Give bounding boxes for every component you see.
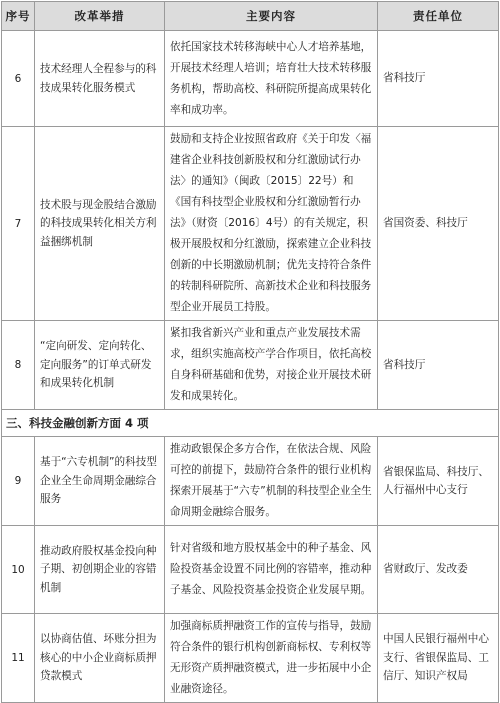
section-row — [2, 410, 499, 437]
unit-cell — [378, 127, 499, 321]
measure-cell — [35, 526, 165, 614]
measure-text: 技术股与现金股结合激励的科技成果转化相关方利益捆绑机制 — [40, 198, 157, 248]
content-cell — [165, 437, 378, 526]
measure-cell — [35, 437, 165, 526]
table-row — [2, 31, 499, 127]
unit-cell — [378, 321, 499, 410]
reform-measures-table — [1, 1, 499, 703]
content-text: 依托国家技术转移海峡中心人才培养基地，开展技术经理人培训；培育壮大技术转移服务机构，帮助高校、科研院所提高成果转化率和成功率。 — [170, 40, 372, 116]
section-title: 三、科技金融创新方面 4 项 — [2, 410, 499, 437]
header-unit: 责任单位 — [378, 2, 499, 31]
content-text: 针对省级和地方股权基金中的种子基金、风险投资基金设置不同比例的容错率，推动种子基金、风险投资基金投资企业发展早期。 — [170, 542, 372, 596]
table-row — [2, 614, 499, 703]
content-text: 加强商标质押融资工作的宣传与指导，鼓励符合条件的银行机构创新商标权、专利权等无形资产质押融资模式，进一步拓展中小企业融资途径。 — [170, 620, 372, 695]
row-number: 9 — [2, 437, 35, 526]
unit-text: 中国人民银行福州中心支行、省银保监局、工信厅、知识产权局 — [383, 633, 489, 683]
measure-text: “定向研发、定向转化、定向服务”的订单式研发和成果转化机制 — [40, 340, 152, 390]
content-text: 紧扣我省新兴产业和重点产业发展技术需求，组织实施高校产学合作项目，依托高校自身科研基础和优势，对接企业开展技术研发和成果转化。 — [170, 327, 372, 402]
measure-cell — [35, 127, 165, 321]
content-cell — [165, 31, 378, 127]
content-cell — [165, 127, 378, 321]
row-number: 6 — [2, 31, 35, 127]
row-number: 10 — [2, 526, 35, 614]
content-cell — [165, 614, 378, 703]
unit-text: 省财政厅、发改委 — [383, 563, 468, 576]
measure-text: 技术经理人全程参与的科技成果转化服务模式 — [40, 63, 157, 94]
measure-cell — [35, 321, 165, 410]
header-content: 主要内容 — [165, 2, 378, 31]
table-row — [2, 437, 499, 526]
unit-cell — [378, 614, 499, 703]
unit-cell — [378, 31, 499, 127]
content-text: 推动政银保企多方合作，在依法合规、风险可控的前提下，鼓励符合条件的银行业机构探索开展基于“六专”机制的科技型企业全生命周期金融综合服务。 — [170, 443, 372, 518]
unit-cell — [378, 526, 499, 614]
unit-cell — [378, 437, 499, 526]
table-row — [2, 127, 499, 321]
table-row — [2, 321, 499, 410]
measure-text: 推动政府股权基金投向种子期、初创期企业的容错机制 — [40, 544, 157, 594]
measure-text: 以协商估值、坏账分担为核心的中小企业商标质押贷款模式 — [40, 633, 157, 683]
measure-cell — [35, 31, 165, 127]
row-number: 8 — [2, 321, 35, 410]
row-number: 7 — [2, 127, 35, 321]
content-cell — [165, 321, 378, 410]
content-text: 鼓励和支持企业按照省政府《关于印发〈福建省企业科技创新股权和分红激励试行办法〉的通知》（闽政〔2015〕22号）和《国有科技型企业股权和分红激励暂行办法》（财资〔2016〕4号）的有关规定，积极开展股权和分红激励，探索建立企业科技创新的中长期激励机制；优先支持符合条件的转制科研院所、高新技术企业和科技服务型企业开展员工持股。 — [170, 133, 372, 313]
header-measure: 改革举措 — [35, 2, 165, 31]
unit-text: 省国资委、科技厅 — [383, 217, 468, 230]
unit-text: 省银保监局、科技厅、人行福州中心支行 — [383, 465, 489, 496]
unit-text: 省科技厅 — [383, 72, 426, 85]
measure-text: 基于“六专机制”的科技型企业全生命周期金融综合服务 — [40, 456, 157, 506]
table-header — [2, 2, 499, 31]
measure-cell — [35, 614, 165, 703]
table-row — [2, 526, 499, 614]
content-cell — [165, 526, 378, 614]
unit-text: 省科技厅 — [383, 358, 426, 371]
header-no: 序号 — [2, 2, 35, 31]
row-number: 11 — [2, 614, 35, 703]
